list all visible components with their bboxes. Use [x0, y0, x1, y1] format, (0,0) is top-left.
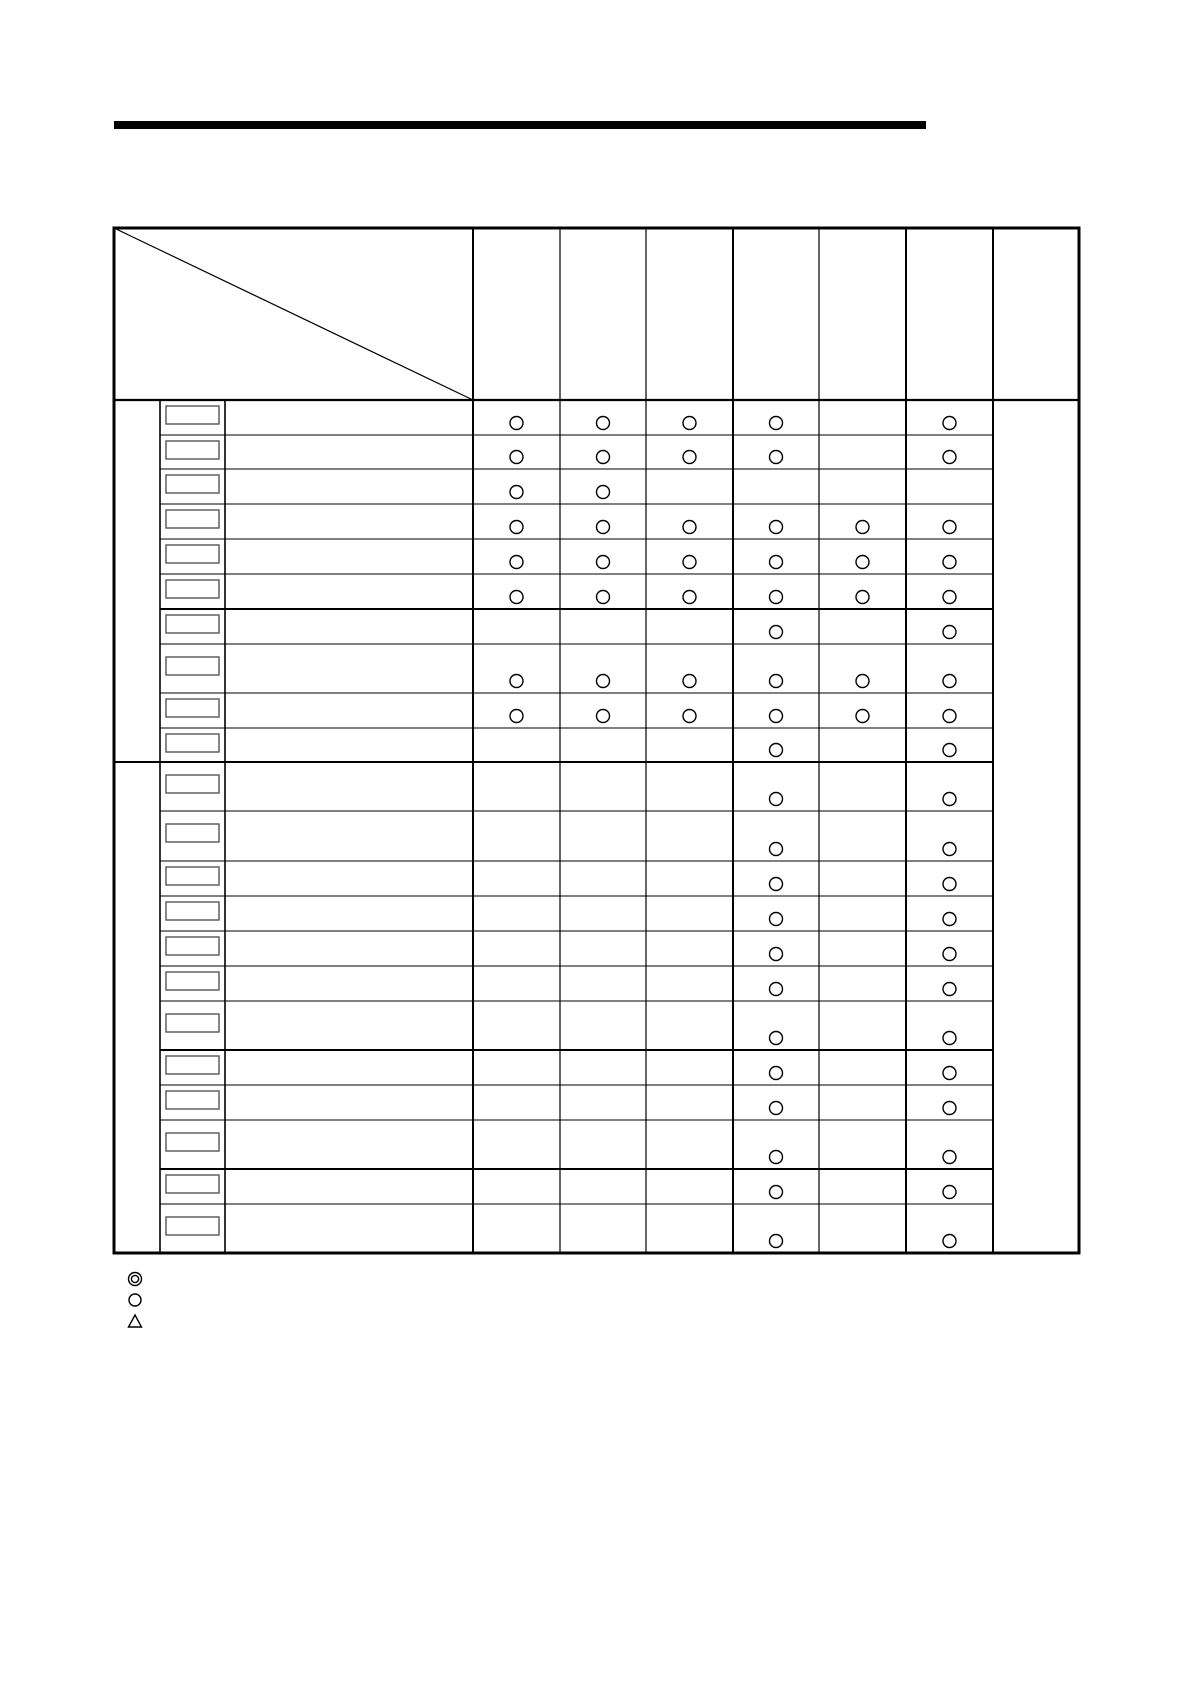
circle-mark [770, 913, 783, 926]
circle-mark [943, 1235, 956, 1248]
circle-mark [510, 451, 523, 464]
circle-mark [597, 675, 610, 688]
code-box [166, 734, 219, 752]
circle-mark [943, 793, 956, 806]
circle-mark [943, 843, 956, 856]
legend [126, 1268, 526, 1331]
legend-item-triangle [126, 1310, 526, 1331]
code-box [166, 1175, 219, 1193]
code-box [166, 545, 219, 563]
circle-mark [683, 556, 696, 569]
circle-mark [770, 591, 783, 604]
code-box [166, 475, 219, 493]
code-box [166, 867, 219, 885]
code-box [166, 406, 219, 424]
legend-item-double-circle [126, 1268, 526, 1289]
circle-mark [770, 451, 783, 464]
triangle-icon [126, 1312, 144, 1330]
code-box [166, 1056, 219, 1074]
circle-mark [597, 521, 610, 534]
circle-mark [510, 417, 523, 430]
circle-mark [943, 744, 956, 757]
legend-item-circle [126, 1289, 526, 1310]
circle-mark [943, 983, 956, 996]
circle-mark [770, 744, 783, 757]
circle-icon [126, 1291, 144, 1309]
circle-mark [770, 1186, 783, 1199]
circle-mark [943, 1067, 956, 1080]
circle-mark [770, 417, 783, 430]
circle-mark [770, 948, 783, 961]
circle-mark [510, 591, 523, 604]
circle-mark [770, 675, 783, 688]
circle-mark [770, 521, 783, 534]
circle-mark [683, 451, 696, 464]
code-box [166, 1217, 219, 1235]
circle-mark [597, 556, 610, 569]
circle-mark [770, 983, 783, 996]
circle-mark [683, 417, 696, 430]
circle-mark [943, 948, 956, 961]
circle-mark [770, 1032, 783, 1045]
circle-mark [770, 1151, 783, 1164]
code-box [166, 775, 219, 793]
circle-mark [770, 556, 783, 569]
circle-mark [943, 417, 956, 430]
circle-mark [770, 793, 783, 806]
circle-mark [683, 591, 696, 604]
code-box [166, 1133, 219, 1151]
code-box [166, 580, 219, 598]
circle-mark [597, 451, 610, 464]
circle-mark [770, 1067, 783, 1080]
circle-mark [510, 675, 523, 688]
circle-mark [770, 626, 783, 639]
code-box [166, 657, 219, 675]
circle-mark [597, 417, 610, 430]
code-box [166, 937, 219, 955]
circle-mark [943, 878, 956, 891]
circle-mark [770, 1102, 783, 1115]
circle-mark [770, 843, 783, 856]
code-box [166, 1091, 219, 1109]
circle-mark [510, 556, 523, 569]
circle-mark [683, 710, 696, 723]
circle-mark [856, 710, 869, 723]
circle-mark [943, 591, 956, 604]
circle-mark [943, 1102, 956, 1115]
circle-mark [770, 878, 783, 891]
circle-mark [943, 1186, 956, 1199]
circle-mark [943, 521, 956, 534]
circle-mark [943, 1032, 956, 1045]
circle-mark [683, 675, 696, 688]
circle-mark [597, 591, 610, 604]
code-box [166, 902, 219, 920]
circle-mark [943, 1151, 956, 1164]
circle-mark [943, 675, 956, 688]
circle-mark [597, 486, 610, 499]
code-box [166, 699, 219, 717]
circle-mark [510, 710, 523, 723]
table-border [114, 228, 1079, 1253]
code-box [166, 1014, 219, 1032]
circle-mark [856, 521, 869, 534]
circle-mark [510, 486, 523, 499]
circle-mark [856, 591, 869, 604]
code-box [166, 510, 219, 528]
circle-mark [943, 556, 956, 569]
circle-mark [770, 1235, 783, 1248]
circle-mark [856, 675, 869, 688]
circle-mark [943, 626, 956, 639]
header-diagonal [114, 228, 473, 400]
code-box [166, 441, 219, 459]
circle-mark [943, 710, 956, 723]
circle-mark [683, 521, 696, 534]
circle-mark [856, 556, 869, 569]
circle-mark [510, 521, 523, 534]
circle-mark [943, 913, 956, 926]
code-box [166, 615, 219, 633]
double-circle-icon [126, 1270, 144, 1288]
code-box [166, 972, 219, 990]
circle-mark [597, 710, 610, 723]
code-box [166, 824, 219, 842]
circle-mark [770, 710, 783, 723]
circle-mark [943, 451, 956, 464]
